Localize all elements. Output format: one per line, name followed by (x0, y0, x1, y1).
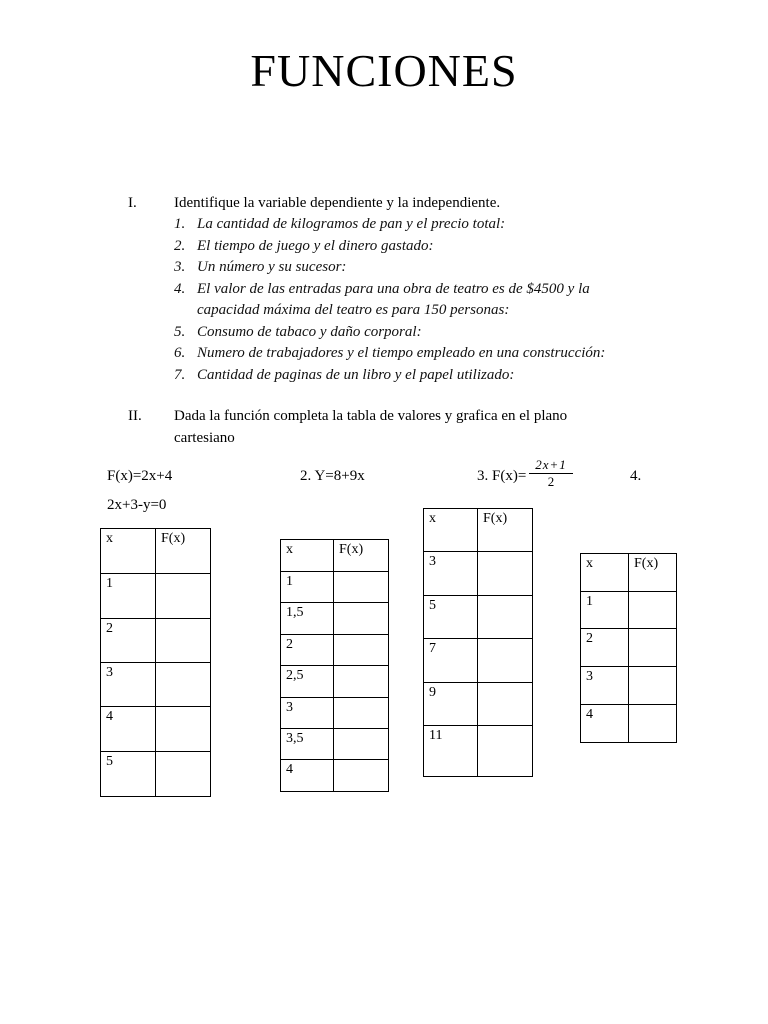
cell-fx (629, 592, 677, 629)
header-fx: F(x) (334, 540, 389, 572)
cell-fx (478, 552, 533, 596)
cell-fx (629, 667, 677, 705)
section-1-numeral: I. (128, 195, 137, 211)
table-row (101, 752, 211, 797)
cell-fx (478, 683, 533, 726)
header-fx: F(x) (629, 554, 677, 592)
header-x: x (281, 540, 334, 572)
table-header-row (101, 529, 211, 574)
equation-4: 4. (630, 468, 642, 484)
cell-x: 3 (101, 663, 156, 707)
page-title: FUNCIONES (250, 45, 518, 96)
item-number: 3. (174, 259, 186, 275)
equation-1: F(x)=2x+4 (107, 468, 173, 484)
list-item (174, 279, 644, 322)
item-text: El tiempo de juego y el dinero gastado: (197, 237, 434, 254)
item-text: Cantidad de paginas de un libro y el papel utilizado: (197, 366, 515, 383)
list-item (174, 257, 644, 279)
item-text: Consumo de tabaco y daño corporal: (197, 323, 422, 340)
header-x: x (424, 509, 478, 552)
item-text: Numero de trabajadores y el tiempo empleado en una construcción: (197, 345, 606, 361)
values-table-3 (423, 508, 533, 777)
cell-fx (156, 619, 211, 663)
list-item (174, 214, 644, 236)
item-text: Un número y su sucesor: (197, 259, 347, 275)
table-row (281, 603, 389, 635)
table-header-row (581, 554, 677, 592)
cell-x: 2 (581, 629, 629, 667)
cell-fx (478, 639, 533, 683)
cell-fx (334, 635, 389, 666)
table-row (281, 635, 389, 666)
cell-x: 5 (424, 596, 478, 639)
cell-x: 3 (581, 667, 629, 705)
item-number: 7. (174, 366, 186, 383)
item-number: 1. (174, 216, 186, 232)
cell-x: 4 (281, 760, 334, 792)
table-row (281, 729, 389, 760)
list-item (174, 343, 644, 365)
header-x: x (101, 529, 156, 574)
cell-fx (334, 572, 389, 603)
list-item (174, 236, 644, 258)
cell-x: 2 (281, 635, 334, 666)
header-x: x (581, 554, 629, 592)
item-number: 4. (174, 280, 186, 297)
cell-x: 9 (424, 683, 478, 726)
cell-x: 2,5 (281, 666, 334, 698)
table-row (281, 666, 389, 698)
cell-x: 3 (424, 552, 478, 596)
table-row (101, 707, 211, 752)
table-row (424, 596, 533, 639)
table-row (424, 726, 533, 777)
header-fx: F(x) (156, 529, 211, 574)
cell-fx (156, 707, 211, 752)
cell-fx (156, 574, 211, 619)
cell-fx (334, 698, 389, 729)
cell-x: 11 (424, 726, 478, 777)
table-row (101, 619, 211, 663)
equation-5: 2x+3-y=0 (107, 497, 167, 513)
cell-x: 3,5 (281, 729, 334, 760)
table-row (101, 574, 211, 619)
cell-fx (629, 705, 677, 743)
equation-3-prefix: 3. F(x)= (477, 468, 527, 484)
equation-3-fraction (529, 458, 573, 489)
values-table-4 (580, 553, 677, 743)
cell-fx (478, 596, 533, 639)
item-text: La cantidad de kilogramos de pan y el precio total: (197, 216, 506, 232)
cell-fx (629, 629, 677, 667)
item-number: 5. (174, 323, 186, 340)
table-row (281, 698, 389, 729)
section-1-heading: Identifique la variable dependiente y la independiente. (174, 195, 501, 211)
header-fx: F(x) (478, 509, 533, 552)
cell-x: 1 (101, 574, 156, 619)
table-row (581, 705, 677, 743)
question-list (174, 214, 644, 386)
table-row (281, 760, 389, 792)
fraction-denominator: 2 (547, 474, 555, 489)
cell-x: 3 (281, 698, 334, 729)
cell-fx (334, 603, 389, 635)
values-table-1 (100, 528, 211, 797)
cell-x: 4 (101, 707, 156, 752)
table-row (101, 663, 211, 707)
cell-fx (334, 729, 389, 760)
table-row (581, 592, 677, 629)
table-row (581, 629, 677, 667)
cell-x: 4 (581, 705, 629, 743)
cell-fx (156, 752, 211, 797)
table-row (424, 639, 533, 683)
fraction-numerator: 2x+1 (529, 458, 573, 474)
cell-fx (334, 760, 389, 792)
cell-fx (478, 726, 533, 777)
table-header-row (424, 509, 533, 552)
cell-x: 1,5 (281, 603, 334, 635)
item-number: 6. (174, 345, 186, 361)
table-row (424, 683, 533, 726)
cell-x: 2 (101, 619, 156, 663)
list-item (174, 365, 644, 387)
cell-fx (156, 663, 211, 707)
list-item (174, 322, 644, 344)
table-row (281, 572, 389, 603)
cell-x: 7 (424, 639, 478, 683)
values-table-2 (280, 539, 389, 792)
cell-fx (334, 666, 389, 698)
item-number: 2. (174, 237, 186, 254)
table-row (581, 667, 677, 705)
table-row (424, 552, 533, 596)
cell-x: 1 (281, 572, 334, 603)
item-text: El valor de las entradas para una obra de teatro es de $4500 y la capacidad máxima del teatro es para 150 personas: (197, 280, 590, 318)
table-header-row (281, 540, 389, 572)
cell-x: 1 (581, 592, 629, 629)
section-2-numeral: II. (128, 408, 142, 424)
section-2-heading: Dada la función completa la tabla de valores y grafica en el plano cartesiano (174, 408, 568, 446)
cell-x: 5 (101, 752, 156, 797)
equation-2: 2. Y=8+9x (300, 468, 365, 484)
